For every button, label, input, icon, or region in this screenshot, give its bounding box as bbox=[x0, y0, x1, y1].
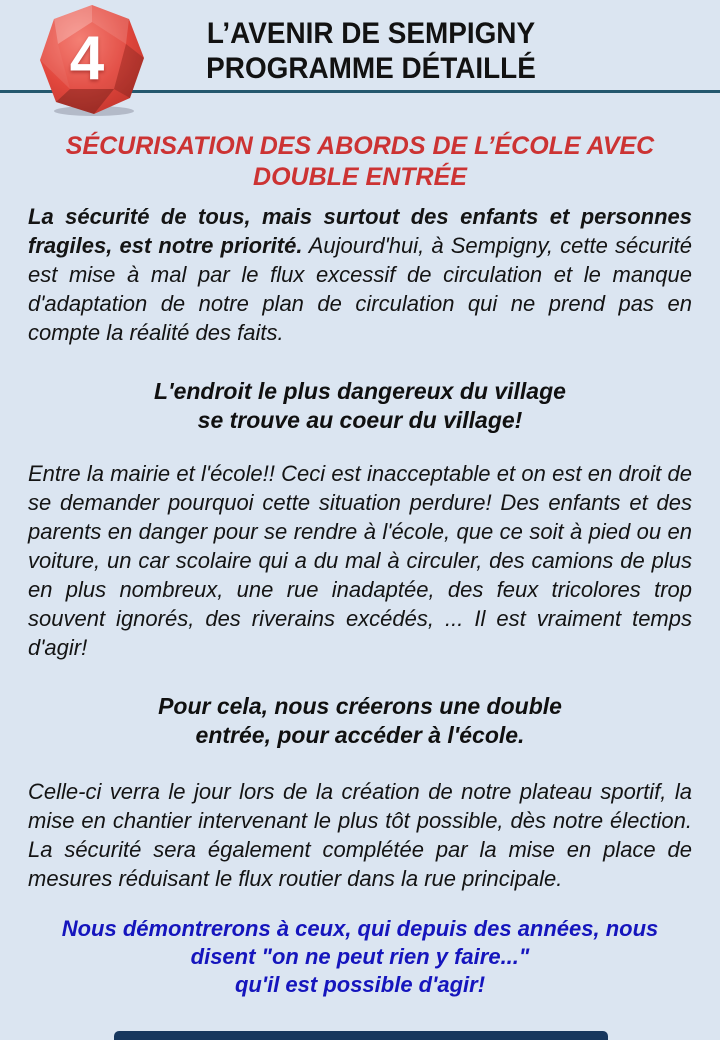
page-title bbox=[162, 16, 581, 86]
callout-danger-line1: L'endroit le plus dangereux du village bbox=[154, 378, 566, 404]
section-heading-line2: DOUBLE ENTRÉE bbox=[253, 163, 467, 191]
paragraph-intro-rest: Aujourd'hui, à Sempigny, cette sécurité est mise à mal par le flux excessif de circulation et le manque d'adaptation de notre plan de circulation qui ne prend pas en compte la réalité des faits. bbox=[28, 233, 692, 345]
section-heading bbox=[28, 131, 692, 193]
callout-danger-line2: se trouve au coeur du village! bbox=[197, 407, 523, 433]
callout-danger bbox=[28, 377, 692, 435]
callout-solution-line2: entrée, pour accéder à l'école. bbox=[195, 722, 525, 748]
paragraph-plan: Celle-ci verra le jour lors de la création de notre plateau sportif, la mise en chantier intervenant le plus tôt possible, dès notre élection. La sécurité sera également complétée par la mise en place de mesures réduisant le flux routier dans la rue principale. bbox=[28, 779, 692, 891]
closing-statement-line2: disent "on ne peut rien y faire..." bbox=[190, 944, 530, 969]
footer-bar bbox=[114, 1031, 608, 1040]
callout-solution bbox=[28, 692, 692, 750]
section-heading-line1: SÉCURISATION DES ABORDS DE L’ÉCOLE AVEC bbox=[65, 132, 655, 160]
page-content bbox=[0, 131, 720, 999]
closing-statement bbox=[28, 915, 692, 999]
page-title-line2: PROGRAMME DÉTAILLÉ bbox=[206, 52, 536, 85]
paragraph-intro bbox=[28, 202, 692, 347]
page-title-line1: L’AVENIR DE SEMPIGNY bbox=[206, 17, 536, 50]
callout-solution-line1: Pour cela, nous créerons une double bbox=[158, 693, 562, 719]
number-badge bbox=[34, 4, 150, 116]
paragraph-intro-bold: La sécurité de tous, mais surtout des enfants et personnes fragiles, est notre priorité. bbox=[28, 204, 692, 258]
closing-statement-line3: qu'il est possible d'agir! bbox=[234, 972, 486, 997]
page-header bbox=[0, 0, 720, 117]
paragraph-situation: Entre la mairie et l'école!! Ceci est inacceptable et on est en droit de se demander pourquoi cette situation perdure! Des enfants et des parents en danger pour se rendre à l'école, que ce soit à pied ou en voiture, un car scolaire qui a du mal à circuler, des camions de plus en plus nombreux, une rue inadaptée, des feux tricolores trop souvent ignorés, des riverains excédés, ... Il est vraiment temps d'agir! bbox=[28, 461, 692, 660]
badge-number: 4 bbox=[69, 24, 105, 93]
closing-statement-line1: Nous démontrerons à ceux, qui depuis des années, nous bbox=[61, 916, 659, 941]
